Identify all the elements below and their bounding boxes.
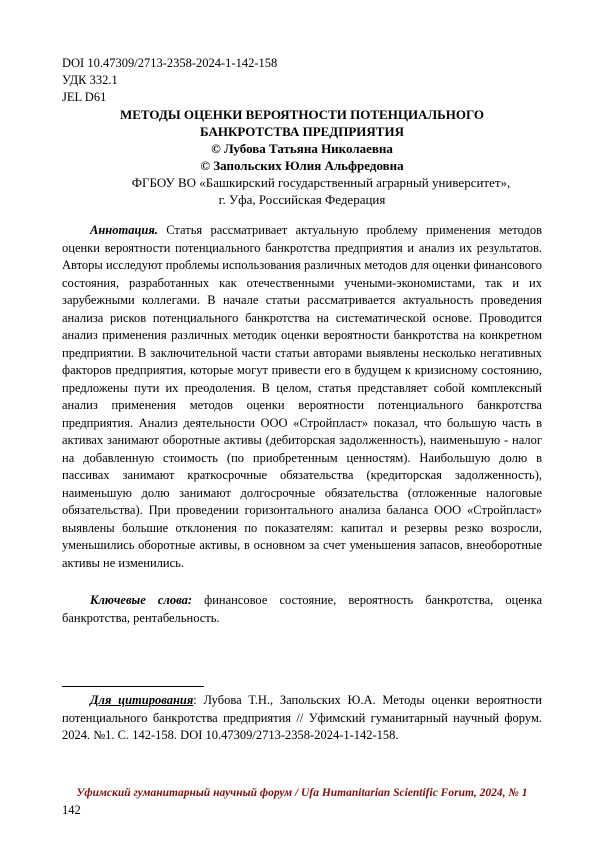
abstract-text: Статья рассматривает актуальную проблему применения методов оценки вероятности потенциального банкротства предприятия и анализ их результатов. Авторы исследуют проблемы использования различных методов для оценки финансового состояния, разработанных как отечественными учеными-экономистами, так и их зарубежными коллегами. В начале статьи рассматривается актуальность проведения анализа рисков потенциального банкротства на систематической основе. Проводится анализ применения различных методик оценки вероятности банкротства на конкретном предприятии. В заключительной части статьи авторами выявлены несколько негативных факторов предприятия, которые могут привести его в будущем к кризисному состоянию, предложены пути их преодоления. В целом, статья представляет собой комплексный анализ применения методов оценки вероятности потенциального банкротства предприятия. Анализ деятельности ООО «Стройпласт» показал, что большую часть в активах занимают оборотные активы (дебиторская задолженность), наименьшую - налог на добавленную стоимость (по приобретенным ценностям). Наибольшую долю в пассивах занимают краткосрочные обязательства (кредиторская задолженность), наименьшую долю занимают долгосрочные обязательства (отложенные налоговые обязательства). При проведении горизонтального анализа баланса ООО «Стройпласт» выявлены большие отклонения по показателям: капитал и резервы резко возросли, уменьшились оборотные активы, в основном за счет уменьшения запасов, внеоборотные активы не изменились.	[62, 223, 542, 570]
affiliation-line-2: г. Уфа, Российская Федерация	[218, 192, 386, 207]
author-2: © Запольских Юлия Альфредовна	[200, 158, 404, 173]
abstract	[62, 222, 542, 572]
citation-label: Для цитирования	[90, 693, 194, 707]
title-line-2: БАНКРОТСТВА ПРЕДПРИЯТИЯ	[200, 124, 404, 139]
doi-line: DOI 10.47309/2713-2358-2024-1-142-158	[62, 56, 278, 70]
keywords-label: Ключевые слова:	[90, 593, 192, 607]
udk-line: УДК 332.1	[62, 73, 118, 87]
citation	[62, 692, 542, 745]
affiliation-line-1: ФГБОУ ВО «Башкирский государственный аграрный университет»,	[131, 175, 511, 190]
title-line-1: МЕТОДЫ ОЦЕНКИ ВЕРОЯТНОСТИ ПОТЕНЦИАЛЬНОГО	[119, 107, 485, 122]
citation-text: : Лубова Т.Н., Запольских Ю.А. Методы оценки вероятности потенциального банкротства предприятия // Уфимский гуманитарный научный форум. 2024. №1. С. 142-158. DOI 10.47309/2713-2358-2024-1-142-158.	[62, 693, 542, 742]
jel-line: JEL D61	[62, 90, 107, 104]
article-title	[62, 106, 542, 140]
footnote-divider	[62, 686, 204, 687]
keywords	[62, 592, 542, 627]
author-1: © Лубова Татьяна Николаевна	[211, 141, 393, 156]
journal-footer: Уфимский гуманитарный научный форум / Ufa Humanitarian Scientific Forum, 2024, № 1	[76, 787, 528, 799]
page-number: 142	[62, 803, 81, 817]
abstract-label: Аннотация.	[90, 223, 158, 237]
keywords-text: финансовое состояние, вероятность банкротства, оценка банкротства, рентабельность.	[62, 593, 542, 625]
